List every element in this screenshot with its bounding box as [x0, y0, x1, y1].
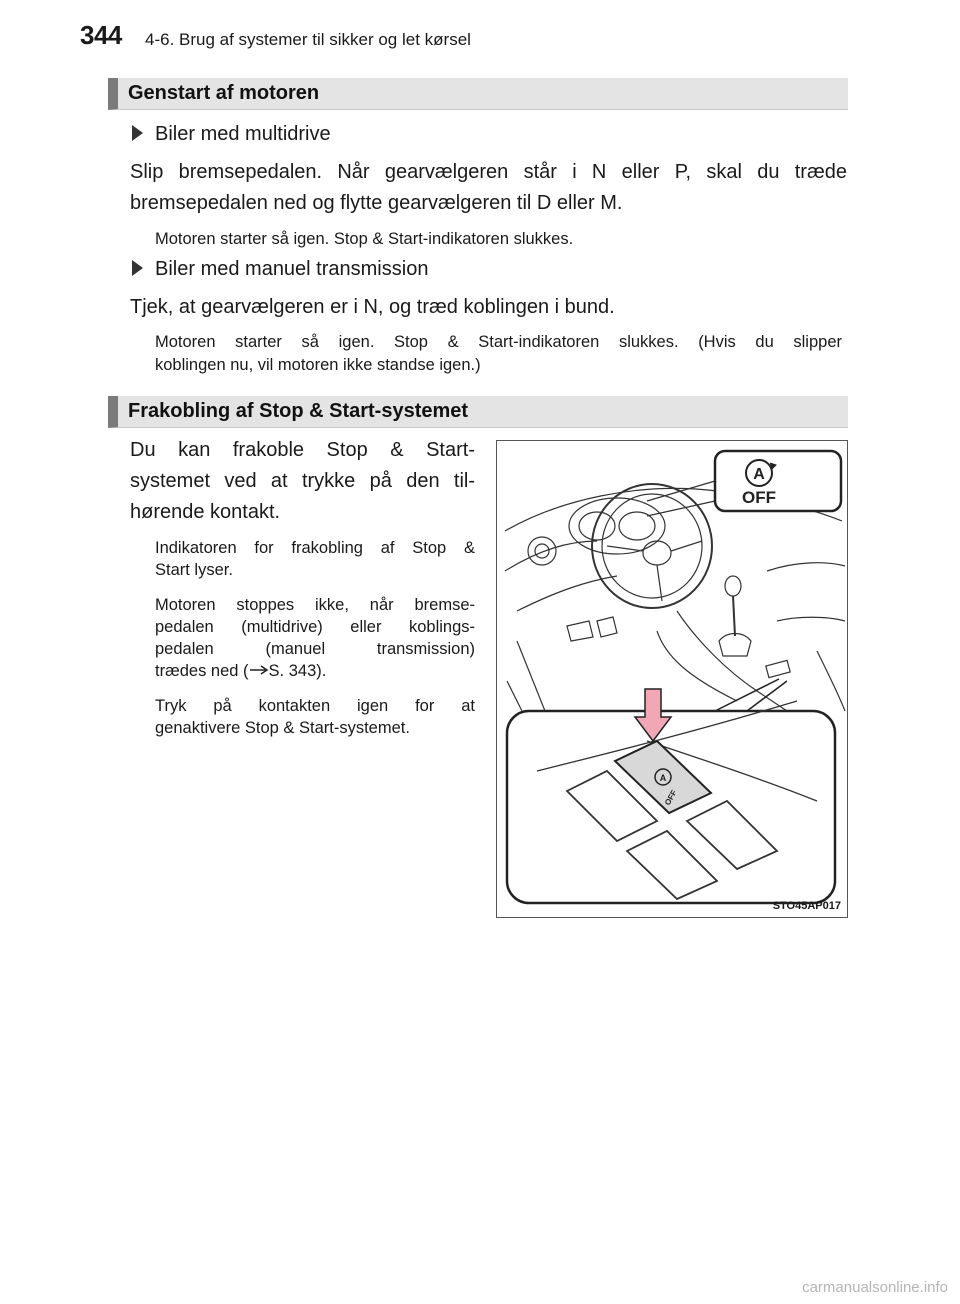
car-interior-illustration — [497, 441, 847, 917]
note1-line-2: Start lyser. — [155, 561, 233, 579]
note3-line-2: genaktivere Stop & Start-systemet. — [155, 719, 410, 737]
intro-line-3: hørende kontakt. — [130, 501, 281, 523]
instruction-manual: Tjek, at gearvælgeren er i N, og træd koblingen i bund. — [130, 296, 615, 318]
section-title-text: Genstart af motoren — [128, 82, 320, 104]
note3-line-1: Tryk på kontakten igen for at — [155, 697, 475, 715]
off-indicator-callout — [715, 451, 841, 511]
note2-line-4-prefix: trædes ned ( — [155, 662, 249, 680]
bullet-manual — [132, 258, 428, 281]
icon-label-off: OFF — [742, 488, 776, 507]
note-manual-2: koblingen nu, vil motoren ikke standse igen.) — [155, 356, 481, 374]
svg-text:OFF: OFF — [662, 788, 679, 807]
section-title-text: Frakobling af Stop & Start-systemet — [128, 400, 469, 422]
bullet-triangle-icon — [132, 125, 143, 141]
instruction-multidrive-2: bremsepedalen ned og flytte gearvælgeren til D eller M. — [130, 192, 623, 214]
note-multidrive: Motoren starter så igen. Stop & Start-indikatoren slukkes. — [155, 230, 574, 248]
bullet-label: Biler med multidrive — [155, 123, 331, 145]
instruction-multidrive-1: Slip bremsepedalen. Når gearvælgeren står i N eller P, skal du træde — [130, 161, 847, 183]
intro-line-2: systemet ved at trykke på den til- — [130, 470, 475, 492]
page-reference-link[interactable]: S. 343). — [268, 662, 327, 680]
page-number: 344 — [80, 20, 122, 50]
note1-line-1: Indikatoren for frakobling af Stop & — [155, 539, 475, 557]
chapter-header: 4-6. Brug af systemer til sikker og let kørsel — [145, 30, 471, 49]
note2-line-3: pedalen (manuel transmission) — [155, 640, 475, 658]
figure-stop-start-switch — [496, 440, 848, 918]
section-title-restart — [108, 78, 848, 110]
icon-letter-a: A — [753, 466, 765, 483]
arrow-reference-icon — [249, 664, 269, 676]
bullet-label: Biler med manuel transmission — [155, 258, 429, 280]
svg-text:A: A — [659, 773, 667, 783]
note2-line-4 — [155, 660, 326, 682]
bullet-triangle-icon — [132, 260, 143, 276]
note2-line-1: Motoren stoppes ikke, når bremse- — [155, 596, 475, 614]
intro-line-1: Du kan frakoble Stop & Start- — [130, 439, 475, 461]
watermark: carmanualsonline.info — [802, 1279, 948, 1296]
bullet-multidrive — [132, 123, 331, 146]
note-manual-1: Motoren starter så igen. Stop & Start-indikatoren slukkes. (Hvis du slipper — [155, 333, 842, 351]
figure-code: STO45AP017 — [772, 900, 841, 912]
section-title-disable — [108, 396, 848, 428]
note2-line-2: pedalen (multidrive) eller koblings- — [155, 618, 475, 636]
